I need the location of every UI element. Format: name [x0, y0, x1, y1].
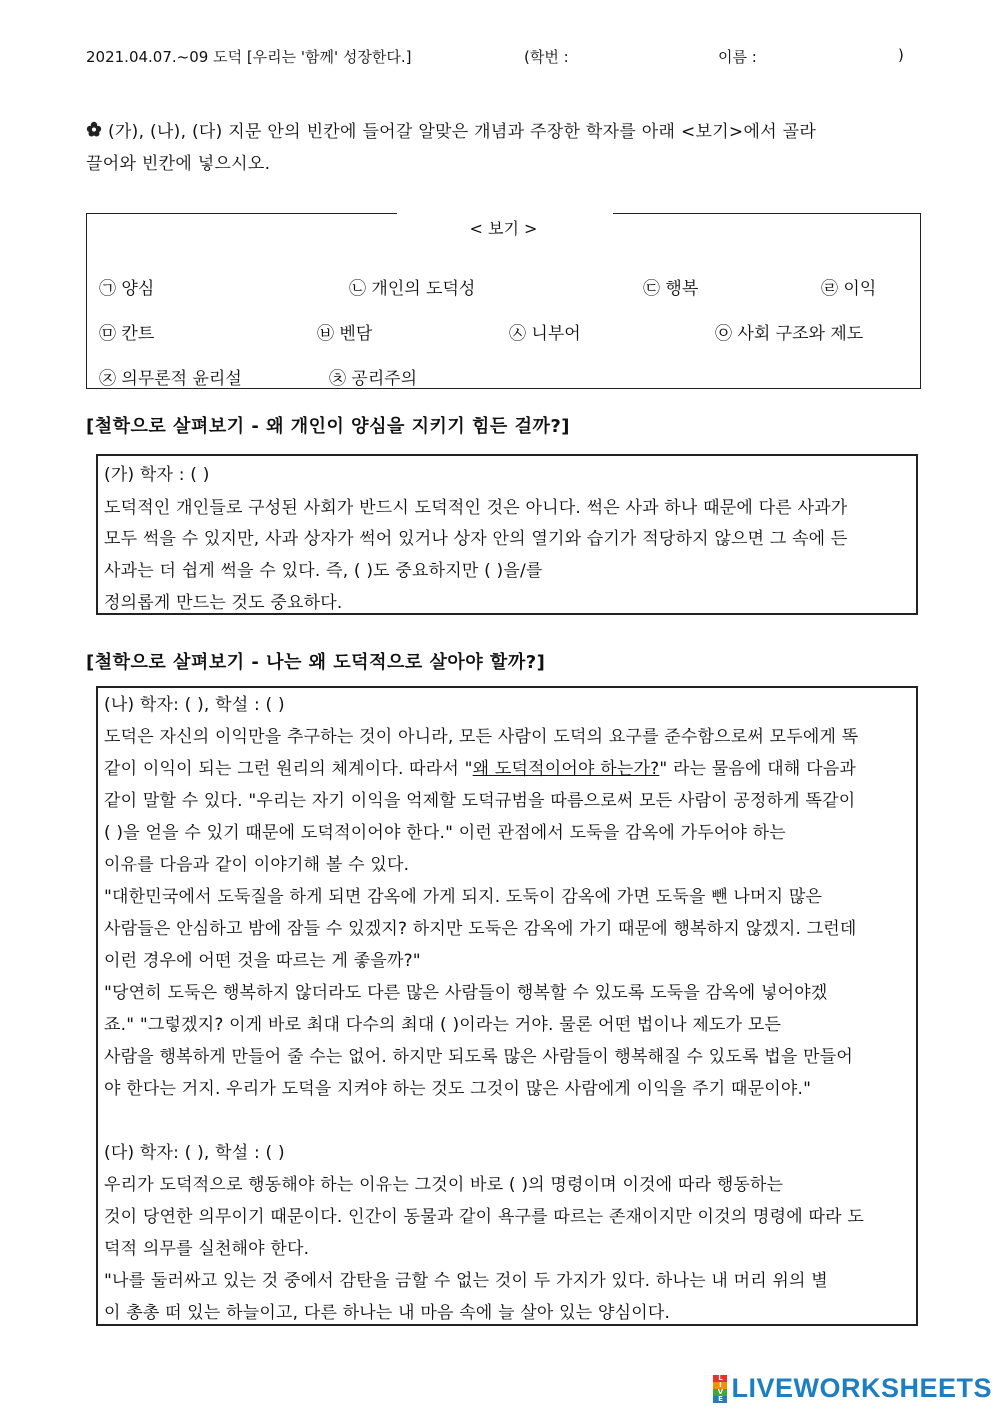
bogi-item-kant[interactable]: ㉤ 칸트 — [99, 324, 155, 344]
section2-title: [철학으로 살펴보기 - 나는 왜 도덕적으로 살아야 할까?] — [86, 652, 546, 673]
passage-ga-line: 모두 썩을 수 있지만, 사과 상자가 썩어 있거나 상자 안의 열기와 습기가 적당하지 않으면 그 속에 든 — [104, 529, 848, 549]
passage-na-line: "당연히 도둑은 행복하지 않더라도 다른 많은 사람들이 행복할 수 있도록 도둑을 감옥에 넣어야겠 — [104, 983, 828, 1003]
passage-na-line: "대한민국에서 도둑질을 하게 되면 감옥에 가게 되지. 도둑이 감옥에 가면 도둑을 뺀 나머지 많은 — [104, 887, 823, 907]
passage-na-line: ( )을 얻을 수 있기 때문에 도덕적이어야 한다." 이런 관점에서 도둑을 감옥에 가두어야 하는 — [104, 823, 786, 843]
passage-na-line: 도덕은 자신의 이익만을 추구하는 것이 아니라, 모든 사람이 도덕의 요구를 준수함으로써 모두에게 똑 — [104, 727, 859, 747]
live-badge-icon: L I V E — [713, 1375, 727, 1403]
bogi-box — [86, 213, 921, 389]
brand-name: LIVEWORKSHEETS — [731, 1373, 992, 1403]
instruction-line-2: 끌어와 빈칸에 넣으시오. — [86, 154, 271, 174]
passage-na-line: 이런 경우에 어떤 것을 따르는 게 좋을까?" — [104, 951, 421, 971]
passage-ga-line: (가) 학자 : ( ) — [104, 465, 210, 485]
passage-na-da-box — [96, 686, 918, 1326]
passage-na-line: 야 한다는 거지. 우리가 도덕을 지켜야 하는 것도 그것이 많은 사람에게 이익을 주기 때문이야." — [104, 1079, 812, 1099]
bogi-item-happiness[interactable]: ㉢ 행복 — [643, 279, 699, 299]
bogi-item-conscience[interactable]: ㉠ 양심 — [99, 279, 155, 299]
name-label: 이름 : — [718, 48, 757, 66]
passage-na-line: 사람들은 안심하고 밤에 잠들 수 있겠지? 하지만 도둑은 감옥에 가기 때문에 행복하지 않겠지. 그런데 — [104, 919, 857, 939]
bogi-item-interest[interactable]: ㉣ 이익 — [821, 279, 877, 299]
bogi-item-social-structure[interactable]: ㉧ 사회 구조와 제도 — [715, 324, 864, 344]
worksheet-header: 2021.04.07.~09 도덕 [우리는 '함께' 성장한다.] — [86, 48, 412, 66]
underlined-question: 왜 도덕적이어야 하는가? — [472, 759, 660, 779]
passage-na-line: 같이 말할 수 있다. "우리는 자기 이익을 억제할 도덕규범을 따름으로써 모든 사람이 공정하게 똑같이 — [104, 791, 856, 811]
passage-da-line: "나를 둘러싸고 있는 것 중에서 감탄을 금할 수 없는 것이 두 가지가 있다. 하나는 내 머리 위의 별 — [104, 1271, 828, 1291]
passage-na-line — [104, 754, 856, 779]
bogi-item-bentham[interactable]: ㉥ 벤담 — [317, 324, 373, 344]
flower-icon — [86, 116, 102, 148]
instruction-line-1: (가), (나), (다) 지문 안의 빈칸에 들어갈 알맞은 개념과 주장한 학자를 아래 <보기>에서 골라 — [108, 122, 817, 142]
instruction — [86, 116, 922, 180]
bogi-item-deontology[interactable]: ㉨ 의무론적 윤리설 — [99, 369, 242, 389]
passage-na-line: 죠." "그렇겠지? 이게 바로 최대 다수의 최대 ( )이라는 거야. 물론 어떤 법이나 제도가 모든 — [104, 1015, 782, 1035]
passage-na-text: 같이 이익이 되는 그런 원리의 체계이다. 따라서 " — [104, 759, 473, 779]
student-id-label: (학번 : — [524, 48, 569, 66]
passage-da-line: 덕적 의무를 실천해야 한다. — [104, 1239, 310, 1259]
bogi-title: < 보기 > — [469, 219, 538, 238]
liveworksheets-logo[interactable] — [713, 1373, 992, 1404]
bogi-item-individual-morality[interactable]: ㉡ 개인의 도덕성 — [349, 279, 476, 299]
passage-na-text: " 라는 물음에 대해 다음과 — [659, 759, 856, 779]
passage-ga-line: 정의롭게 만드는 것도 중요하다. — [104, 593, 343, 613]
section1-title: [철학으로 살펴보기 - 왜 개인이 양심을 지키기 힘든 걸까?] — [86, 416, 571, 437]
passage-ga-box — [96, 454, 918, 615]
passage-da-line: (다) 학자: ( ), 학설 : ( ) — [104, 1143, 285, 1163]
header-close-paren: ) — [898, 46, 904, 64]
passage-na-line: (나) 학자: ( ), 학설 : ( ) — [104, 695, 285, 715]
passage-da-line: 이 총총 떠 있는 하늘이고, 다른 하나는 내 마음 속에 늘 살아 있는 양심이다. — [104, 1303, 671, 1323]
bogi-item-niebuhr[interactable]: ㉦ 니부어 — [509, 324, 581, 344]
passage-ga-line: 도덕적인 개인들로 구성된 사회가 반드시 도덕적인 것은 아니다. 썩은 사과 하나 때문에 다른 사과가 — [104, 498, 848, 518]
passage-na-line: 이유를 다음과 같이 이야기해 볼 수 있다. — [104, 855, 410, 875]
passage-da-line: 것이 당연한 의무이기 때문이다. 인간이 동물과 같이 욕구를 따르는 존재이지만 이것의 명령에 따라 도 — [104, 1207, 864, 1227]
passage-da-line: 우리가 도덕적으로 행동해야 하는 이유는 그것이 바로 ( )의 명령이며 이것에 따라 행동하는 — [104, 1175, 784, 1195]
passage-na-line: 사람을 행복하게 만들어 줄 수는 없어. 하지만 되도록 많은 사람들이 행복해질 수 있도록 법을 만들어 — [104, 1047, 853, 1067]
bogi-item-utilitarianism[interactable]: ㉩ 공리주의 — [329, 369, 418, 389]
passage-ga-line: 사과는 더 쉽게 썩을 수 있다. 즉, ( )도 중요하지만 ( )을/를 — [104, 561, 543, 581]
